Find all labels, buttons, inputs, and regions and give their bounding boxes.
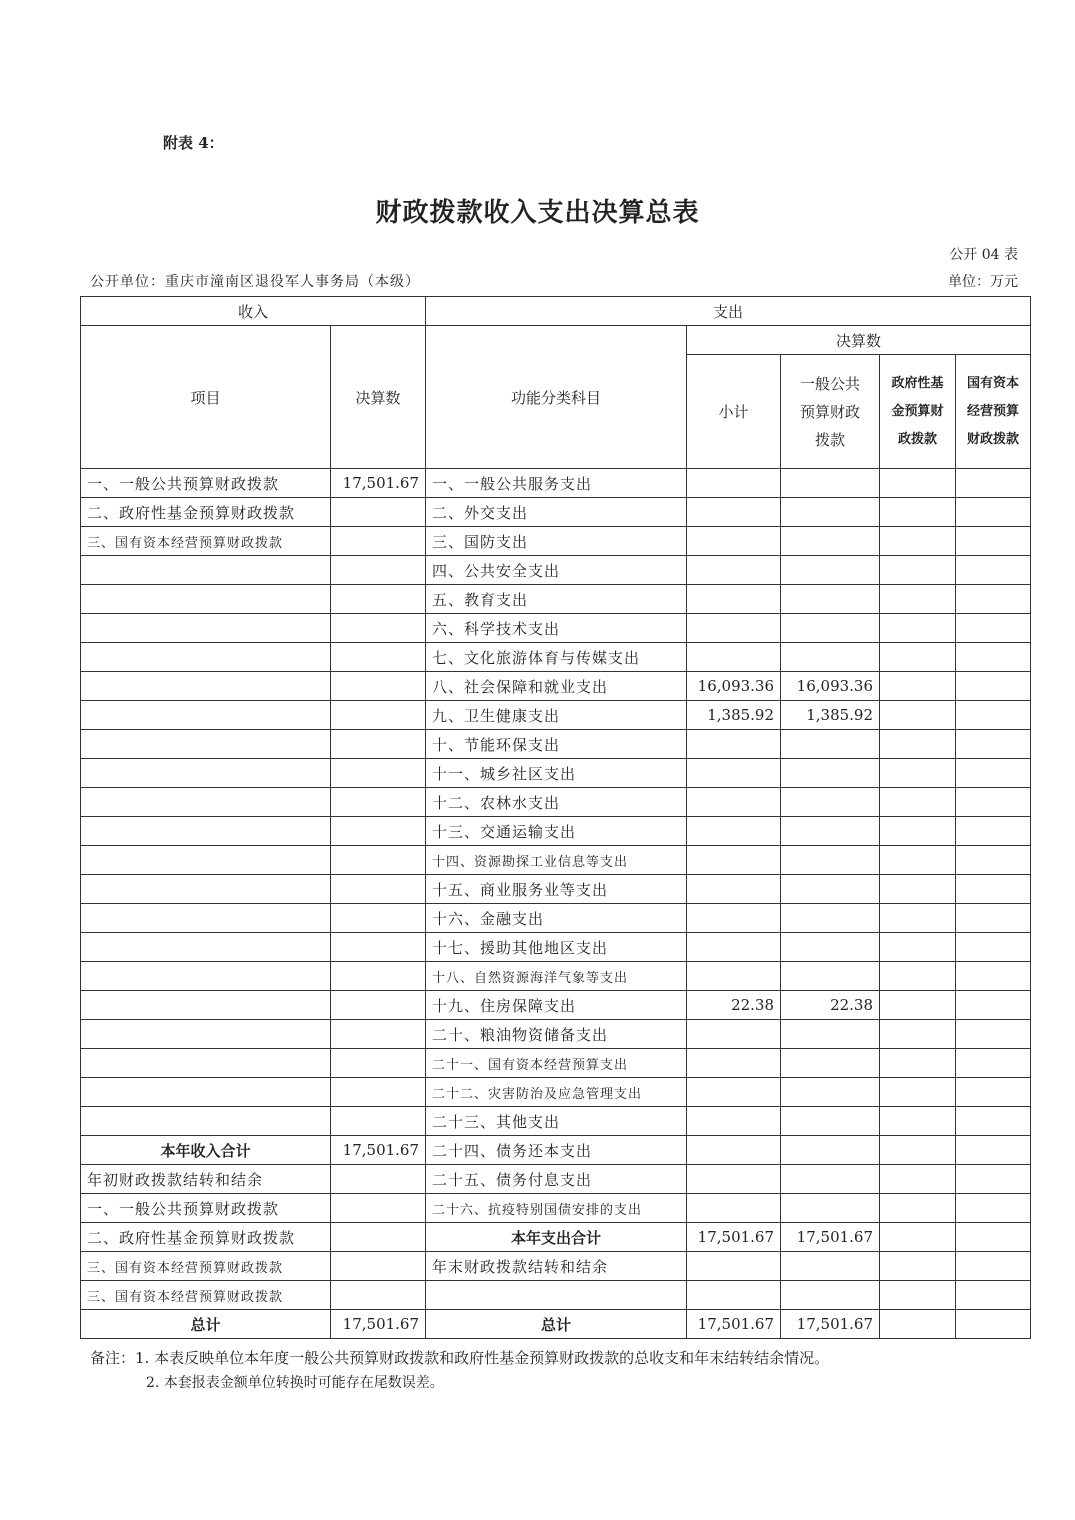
expense-item-cell: 六、科学技术支出	[426, 614, 687, 643]
expense-item-cell: 十七、援助其他地区支出	[426, 933, 687, 962]
state-capital-cell	[956, 469, 1031, 498]
income-amount-cell	[331, 643, 426, 672]
income-item-cell: 年初财政拨款结转和结余	[81, 1165, 331, 1194]
final-amount-group-header: 决算数	[687, 326, 1031, 355]
table-row	[81, 527, 1031, 556]
state-capital-cell	[956, 962, 1031, 991]
reporting-unit: 公开单位：重庆市潼南区退役军人事务局（本级）	[90, 274, 420, 290]
income-item-cell: 二、政府性基金预算财政拨款	[81, 1223, 331, 1252]
subtotal-cell	[687, 1136, 781, 1165]
expense-item-cell: 八、社会保障和就业支出	[426, 672, 687, 701]
income-item-cell	[81, 730, 331, 759]
general-public-cell	[781, 556, 880, 585]
notes	[90, 1346, 829, 1396]
income-item-cell: 一、一般公共预算财政拨款	[81, 469, 331, 498]
gov-fund-cell	[880, 1020, 956, 1049]
income-amount-cell	[331, 730, 426, 759]
subtotal-cell	[687, 875, 781, 904]
gov-fund-cell	[880, 469, 956, 498]
income-amount-cell	[331, 672, 426, 701]
table-row	[81, 469, 1031, 498]
general-public-cell	[781, 1194, 880, 1223]
table-row	[81, 991, 1031, 1020]
state-capital-cell	[956, 1020, 1031, 1049]
expense-item-cell: 十六、金融支出	[426, 904, 687, 933]
income-amount-cell: 17,501.67	[331, 1310, 426, 1339]
general-public-header: 一般公共预算财政拨款	[781, 355, 880, 469]
general-public-cell	[781, 1165, 880, 1194]
general-public-cell	[781, 933, 880, 962]
income-item-cell: 一、一般公共预算财政拨款	[81, 1194, 331, 1223]
subtotal-cell: 17,501.67	[687, 1310, 781, 1339]
table-row	[81, 1107, 1031, 1136]
general-public-cell	[781, 469, 880, 498]
income-item-cell: 总计	[81, 1310, 331, 1339]
income-amount-cell	[331, 759, 426, 788]
expense-item-cell: 二十二、灾害防治及应急管理支出	[426, 1078, 687, 1107]
state-capital-cell	[956, 759, 1031, 788]
income-item-cell	[81, 991, 331, 1020]
state-capital-cell	[956, 817, 1031, 846]
income-amount-cell	[331, 1281, 426, 1310]
table-row	[81, 1252, 1031, 1281]
state-capital-cell	[956, 933, 1031, 962]
income-amount-cell: 17,501.67	[331, 469, 426, 498]
note-1: 备注：1. 本表反映单位本年度一般公共预算财政拨款和政府性基金预算财政拨款的总收支和年末结转结余情况。	[90, 1349, 830, 1367]
table-row	[81, 817, 1031, 846]
gov-fund-cell	[880, 1049, 956, 1078]
general-public-cell	[781, 817, 880, 846]
expense-item-cell: 二十、粮油物资储备支出	[426, 1020, 687, 1049]
note-2: 2. 本套报表金额单位转换时可能存在尾数误差。	[146, 1375, 444, 1391]
state-capital-cell	[956, 1252, 1031, 1281]
header-row-2	[81, 326, 1031, 355]
appropriation-summary-table	[80, 296, 1031, 1339]
state-capital-cell	[956, 672, 1031, 701]
subtotal-cell	[687, 527, 781, 556]
gov-fund-cell	[880, 817, 956, 846]
table-row	[81, 875, 1031, 904]
subtotal-cell	[687, 1165, 781, 1194]
general-public-cell	[781, 1020, 880, 1049]
item-header: 项目	[81, 326, 331, 469]
subtotal-cell	[687, 1281, 781, 1310]
table-row	[81, 643, 1031, 672]
income-item-cell	[81, 1078, 331, 1107]
state-capital-cell	[956, 846, 1031, 875]
subtotal-cell	[687, 933, 781, 962]
income-item-cell	[81, 962, 331, 991]
general-public-cell: 16,093.36	[781, 672, 880, 701]
income-item-cell	[81, 672, 331, 701]
income-amount-cell	[331, 904, 426, 933]
income-item-cell: 本年收入合计	[81, 1136, 331, 1165]
expense-item-cell: 九、卫生健康支出	[426, 701, 687, 730]
page-title: 财政拨款收入支出决算总表	[375, 198, 700, 228]
income-item-cell	[81, 1049, 331, 1078]
general-public-cell	[781, 1136, 880, 1165]
gov-fund-cell	[880, 846, 956, 875]
gov-fund-cell	[880, 1223, 956, 1252]
subtotal-cell	[687, 556, 781, 585]
state-capital-cell	[956, 1049, 1031, 1078]
general-public-cell	[781, 962, 880, 991]
income-item-cell	[81, 904, 331, 933]
income-amount-cell: 17,501.67	[331, 1136, 426, 1165]
expense-item-cell: 二十三、其他支出	[426, 1107, 687, 1136]
income-amount-cell	[331, 556, 426, 585]
general-public-cell	[781, 759, 880, 788]
income-header: 收入	[81, 297, 426, 326]
state-capital-cell	[956, 875, 1031, 904]
appendix-label: 附表 4：	[163, 134, 224, 152]
subtotal-cell	[687, 498, 781, 527]
gov-fund-cell	[880, 527, 956, 556]
expense-item-cell: 二十四、债务还本支出	[426, 1136, 687, 1165]
subtotal-cell	[687, 759, 781, 788]
subtotal-cell	[687, 1049, 781, 1078]
subtotal-cell	[687, 962, 781, 991]
general-public-cell: 17,501.67	[781, 1223, 880, 1252]
expense-item-cell: 十九、住房保障支出	[426, 991, 687, 1020]
subtotal-cell	[687, 1107, 781, 1136]
expense-item-cell: 本年支出合计	[426, 1223, 687, 1252]
general-public-cell	[781, 788, 880, 817]
general-public-cell	[781, 1252, 880, 1281]
income-item-cell	[81, 846, 331, 875]
table-row	[81, 498, 1031, 527]
subtotal-cell	[687, 1194, 781, 1223]
income-amount-cell	[331, 1107, 426, 1136]
table-row	[81, 904, 1031, 933]
gov-fund-cell	[880, 556, 956, 585]
income-amount-cell	[331, 1078, 426, 1107]
table-row	[81, 962, 1031, 991]
state-capital-cell	[956, 643, 1031, 672]
expense-item-cell	[426, 1281, 687, 1310]
subtotal-cell	[687, 469, 781, 498]
income-amount-cell	[331, 1252, 426, 1281]
income-amount-cell	[331, 1049, 426, 1078]
subtotal-cell: 1,385.92	[687, 701, 781, 730]
expense-item-cell: 十二、农林水支出	[426, 788, 687, 817]
income-amount-cell	[331, 701, 426, 730]
income-final-header: 决算数	[331, 326, 426, 469]
gov-fund-cell	[880, 962, 956, 991]
gov-fund-cell	[880, 1107, 956, 1136]
table-row	[81, 1020, 1031, 1049]
table-row	[81, 1310, 1031, 1339]
income-item-cell: 三、国有资本经营预算财政拨款	[81, 527, 331, 556]
income-amount-cell	[331, 1165, 426, 1194]
income-amount-cell	[331, 875, 426, 904]
gov-fund-cell	[880, 904, 956, 933]
expense-item-cell: 十一、城乡社区支出	[426, 759, 687, 788]
state-capital-cell	[956, 556, 1031, 585]
state-capital-cell	[956, 788, 1031, 817]
income-item-cell	[81, 643, 331, 672]
general-public-cell	[781, 498, 880, 527]
expense-item-cell: 十八、自然资源海洋气象等支出	[426, 962, 687, 991]
income-item-cell	[81, 556, 331, 585]
state-capital-cell	[956, 498, 1031, 527]
income-item-cell	[81, 759, 331, 788]
income-amount-cell	[331, 962, 426, 991]
function-class-header: 功能分类科目	[426, 326, 687, 469]
state-capital-cell	[956, 991, 1031, 1020]
general-public-cell	[781, 1281, 880, 1310]
table-row	[81, 701, 1031, 730]
subtotal-cell	[687, 788, 781, 817]
table-row	[81, 730, 1031, 759]
table-row	[81, 1281, 1031, 1310]
state-capital-cell	[956, 1136, 1031, 1165]
table-row	[81, 788, 1031, 817]
general-public-cell: 1,385.92	[781, 701, 880, 730]
expense-item-cell: 二、外交支出	[426, 498, 687, 527]
subtotal-cell: 22.38	[687, 991, 781, 1020]
gov-fund-cell	[880, 933, 956, 962]
expense-item-cell: 十三、交通运输支出	[426, 817, 687, 846]
expense-item-cell: 年末财政拨款结转和结余	[426, 1252, 687, 1281]
expense-item-cell: 七、文化旅游体育与传媒支出	[426, 643, 687, 672]
general-public-cell	[781, 730, 880, 759]
general-public-cell	[781, 585, 880, 614]
gov-fund-cell	[880, 730, 956, 759]
subtotal-cell	[687, 643, 781, 672]
expense-item-cell: 十四、资源勘探工业信息等支出	[426, 846, 687, 875]
state-capital-cell	[956, 1194, 1031, 1223]
subtotal-cell	[687, 904, 781, 933]
income-item-cell	[81, 1107, 331, 1136]
state-capital-cell	[956, 1165, 1031, 1194]
gov-fund-cell	[880, 875, 956, 904]
income-amount-cell	[331, 933, 426, 962]
subtotal-cell	[687, 1020, 781, 1049]
subtotal-cell: 17,501.67	[687, 1223, 781, 1252]
state-capital-cell	[956, 1223, 1031, 1252]
gov-fund-header: 政府性基金预算财政拨款	[880, 355, 956, 469]
expense-header: 支出	[426, 297, 1031, 326]
table-row	[81, 672, 1031, 701]
income-amount-cell	[331, 585, 426, 614]
state-capital-cell	[956, 585, 1031, 614]
state-capital-cell	[956, 701, 1031, 730]
general-public-cell	[781, 527, 880, 556]
expense-item-cell: 二十五、债务付息支出	[426, 1165, 687, 1194]
gov-fund-cell	[880, 1281, 956, 1310]
income-amount-cell	[331, 817, 426, 846]
income-item-cell	[81, 817, 331, 846]
subtotal-cell: 16,093.36	[687, 672, 781, 701]
form-number: 公开 04 表	[949, 247, 1018, 263]
income-amount-cell	[331, 1194, 426, 1223]
table-row	[81, 1078, 1031, 1107]
state-capital-cell	[956, 904, 1031, 933]
subtotal-cell	[687, 614, 781, 643]
state-capital-cell	[956, 527, 1031, 556]
general-public-cell	[781, 614, 880, 643]
state-capital-cell	[956, 614, 1031, 643]
general-public-cell: 17,501.67	[781, 1310, 880, 1339]
gov-fund-cell	[880, 701, 956, 730]
general-public-cell	[781, 904, 880, 933]
income-item-cell	[81, 614, 331, 643]
expense-item-cell: 二十一、国有资本经营预算支出	[426, 1049, 687, 1078]
subtotal-cell	[687, 1078, 781, 1107]
gov-fund-cell	[880, 991, 956, 1020]
header-row-1	[81, 297, 1031, 326]
income-amount-cell	[331, 1223, 426, 1252]
state-capital-cell	[956, 1310, 1031, 1339]
table-row	[81, 1049, 1031, 1078]
income-item-cell	[81, 1020, 331, 1049]
expense-item-cell: 四、公共安全支出	[426, 556, 687, 585]
table-row	[81, 1223, 1031, 1252]
table-row	[81, 1136, 1031, 1165]
state-capital-cell	[956, 1281, 1031, 1310]
general-public-cell	[781, 643, 880, 672]
expense-item-cell: 一、一般公共服务支出	[426, 469, 687, 498]
income-amount-cell	[331, 614, 426, 643]
expense-item-cell: 总计	[426, 1310, 687, 1339]
income-item-cell: 二、政府性基金预算财政拨款	[81, 498, 331, 527]
table-row	[81, 933, 1031, 962]
gov-fund-cell	[880, 759, 956, 788]
expense-item-cell: 五、教育支出	[426, 585, 687, 614]
expense-item-cell: 十五、商业服务业等支出	[426, 875, 687, 904]
gov-fund-cell	[880, 788, 956, 817]
state-capital-cell	[956, 730, 1031, 759]
currency-unit: 单位：万元	[948, 274, 1018, 290]
expense-item-cell: 十、节能环保支出	[426, 730, 687, 759]
subtotal-cell	[687, 730, 781, 759]
subtotal-cell	[687, 846, 781, 875]
income-item-cell: 三、国有资本经营预算财政拨款	[81, 1281, 331, 1310]
subtotal-cell	[687, 1252, 781, 1281]
table-row	[81, 556, 1031, 585]
income-amount-cell	[331, 498, 426, 527]
general-public-cell	[781, 846, 880, 875]
state-capital-header: 国有资本经营预算财政拨款	[956, 355, 1031, 469]
gov-fund-cell	[880, 614, 956, 643]
gov-fund-cell	[880, 672, 956, 701]
income-item-cell	[81, 788, 331, 817]
income-amount-cell	[331, 788, 426, 817]
subtotal-cell	[687, 585, 781, 614]
income-item-cell	[81, 933, 331, 962]
income-item-cell	[81, 585, 331, 614]
income-amount-cell	[331, 991, 426, 1020]
gov-fund-cell	[880, 1252, 956, 1281]
gov-fund-cell	[880, 1078, 956, 1107]
income-item-cell: 三、国有资本经营预算财政拨款	[81, 1252, 331, 1281]
gov-fund-cell	[880, 1136, 956, 1165]
subtotal-cell	[687, 817, 781, 846]
income-amount-cell	[331, 527, 426, 556]
table-row	[81, 1194, 1031, 1223]
gov-fund-cell	[880, 1194, 956, 1223]
table-row	[81, 585, 1031, 614]
income-amount-cell	[331, 846, 426, 875]
state-capital-cell	[956, 1107, 1031, 1136]
state-capital-cell	[956, 1078, 1031, 1107]
general-public-cell	[781, 875, 880, 904]
expense-item-cell: 三、国防支出	[426, 527, 687, 556]
general-public-cell: 22.38	[781, 991, 880, 1020]
gov-fund-cell	[880, 585, 956, 614]
gov-fund-cell	[880, 643, 956, 672]
expense-item-cell: 二十六、抗疫特别国债安排的支出	[426, 1194, 687, 1223]
gov-fund-cell	[880, 1310, 956, 1339]
income-amount-cell	[331, 1020, 426, 1049]
table-row	[81, 1165, 1031, 1194]
income-item-cell	[81, 701, 331, 730]
table-row	[81, 759, 1031, 788]
subtotal-header: 小计	[687, 355, 781, 469]
gov-fund-cell	[880, 1165, 956, 1194]
gov-fund-cell	[880, 498, 956, 527]
general-public-cell	[781, 1078, 880, 1107]
table-row	[81, 614, 1031, 643]
general-public-cell	[781, 1107, 880, 1136]
general-public-cell	[781, 1049, 880, 1078]
income-item-cell	[81, 875, 331, 904]
table-row	[81, 846, 1031, 875]
